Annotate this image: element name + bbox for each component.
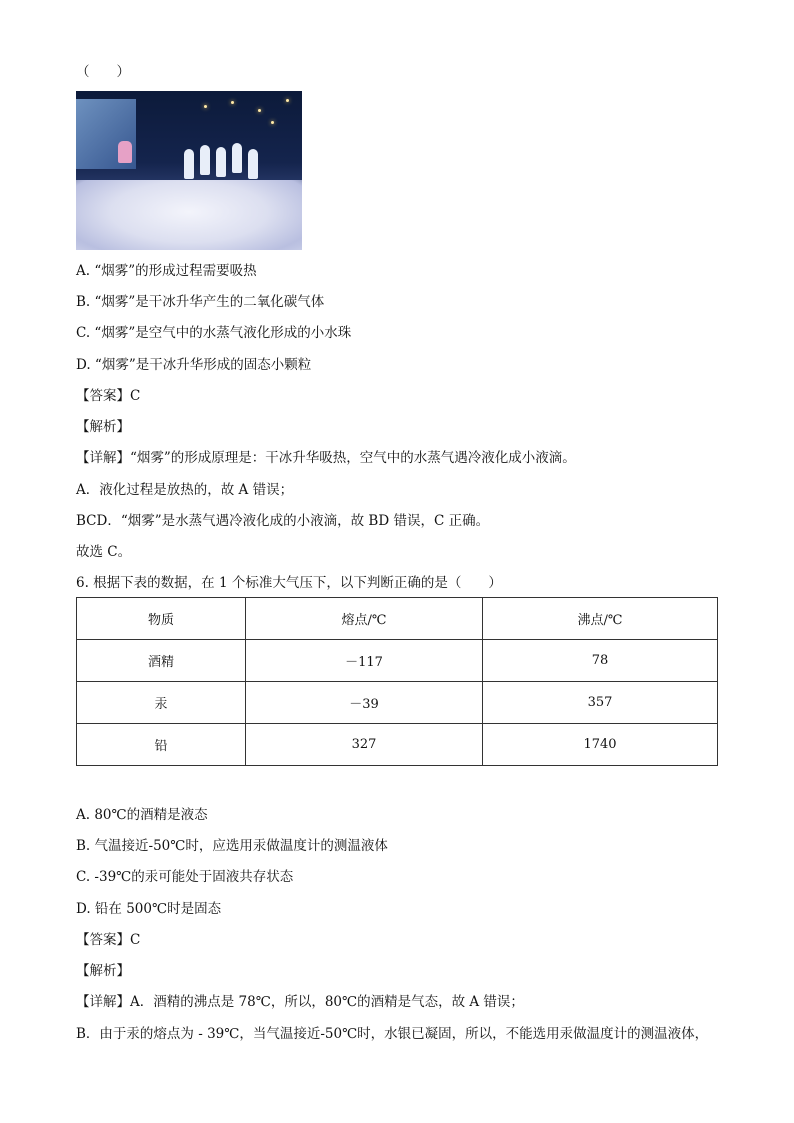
table-header: 熔点/℃	[246, 598, 483, 640]
table-cell: 327	[246, 724, 483, 766]
detail-line: B．由于汞的熔点为 - 39℃，当气温接近-50℃时，水银已凝固，所以，不能选用汞做温度计的测温液体，	[76, 1026, 709, 1042]
table-row	[77, 724, 718, 766]
table-cell: 铅	[77, 724, 246, 766]
table-cell: 357	[483, 682, 718, 724]
table-cell: －117	[246, 640, 483, 682]
stage-photo	[76, 91, 302, 250]
option-d: D. “烟雾”是干冰升华形成的固态小颗粒	[76, 357, 312, 373]
question-stem: 6. 根据下表的数据，在 1 个标准大气压下，以下判断正确的是（ ）	[76, 575, 502, 591]
option-a: A. 80℃的酒精是液态	[76, 807, 208, 823]
detail-line: 【详解】A．酒精的沸点是 78℃，所以，80℃的酒精是气态，故 A 错误；	[76, 994, 524, 1010]
table-cell: 1740	[483, 724, 718, 766]
analysis-label: 【解析】	[76, 963, 130, 979]
detail-line: BCD．“烟雾”是水蒸气遇冷液化成的小液滴，故 BD 错误，C 正确。	[76, 513, 490, 529]
answer: 【答案】C	[76, 932, 141, 948]
option-c: C. -39℃的汞可能处于固液共存状态	[76, 869, 294, 885]
option-c: C. “烟雾”是空气中的水蒸气液化形成的小水珠	[76, 325, 352, 341]
analysis-label: 【解析】	[76, 419, 130, 435]
option-b: B. “烟雾”是干冰升华产生的二氧化碳气体	[76, 294, 325, 310]
table-header: 沸点/℃	[483, 598, 718, 640]
question-stem-bracket: （ ）	[76, 64, 130, 80]
table-cell: －39	[246, 682, 483, 724]
table-cell: 78	[483, 640, 718, 682]
table-cell: 汞	[77, 682, 246, 724]
detail-line: A．液化过程是放热的，故 A 错误；	[76, 482, 294, 498]
option-a: A. “烟雾”的形成过程需要吸热	[76, 263, 257, 279]
detail-line: 故选 C。	[76, 544, 132, 560]
answer: 【答案】C	[76, 388, 141, 404]
table-row	[77, 682, 718, 724]
data-table	[76, 597, 718, 766]
table-header-row	[77, 598, 718, 640]
table-header: 物质	[77, 598, 246, 640]
table-row	[77, 640, 718, 682]
table-cell: 酒精	[77, 640, 246, 682]
detail-line: 【详解】“烟雾”的形成原理是：干冰升华吸热，空气中的水蒸气遇冷液化成小液滴。	[76, 450, 576, 466]
option-d: D. 铅在 500℃时是固态	[76, 901, 222, 917]
option-b: B. 气温接近-50℃时，应选用汞做温度计的测温液体	[76, 838, 388, 854]
